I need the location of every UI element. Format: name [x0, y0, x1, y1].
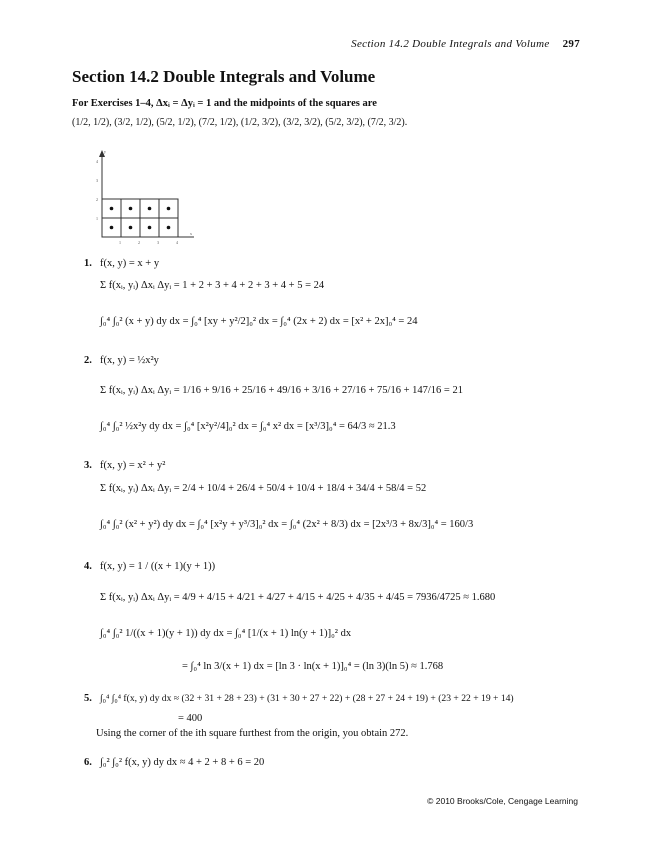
problem-5-result: = 400	[178, 713, 203, 724]
midpoint-dot	[110, 207, 114, 211]
running-title: Section 14.2 Double Integrals and Volume	[351, 38, 550, 50]
problem-2-function: f(x, y) = ½x²y	[100, 355, 159, 366]
running-header	[351, 38, 580, 50]
x-tick-label: 1	[119, 240, 121, 245]
x-tick-label: 2	[138, 240, 140, 245]
midpoint-grid-figure	[88, 145, 198, 245]
x-tick-label: 3	[157, 240, 159, 245]
copyright-footer: © 2010 Brooks/Cole, Cengage Learning	[427, 796, 578, 806]
y-tick-label: 2	[96, 197, 98, 202]
problem-number: 6.	[84, 757, 92, 768]
y-tick-label: 4	[96, 159, 98, 164]
problem-4-integral: ∫₀⁴ ∫₀² 1/((x + 1)(y + 1)) dy dx = ∫₀⁴ [1/(x + 1) ln(y + 1)]₀² dx	[100, 628, 352, 639]
problem-3-riemann-sum: Σ f(xᵢ, yᵢ) Δxᵢ Δyᵢ = 2/4 + 10/4 + 26/4 + 50/4 + 10/4 + 18/4 + 34/4 + 58/4 = 52	[100, 483, 427, 494]
problem-1-integral: ∫₀⁴ ∫₀² (x + y) dy dx = ∫₀⁴ [xy + y²/2]₀² dx = ∫₀⁴ (2x + 2) dx = [x² + 2x]₀⁴ = 24	[100, 316, 418, 327]
midpoint-dot	[129, 207, 133, 211]
y-tick-label: 1	[96, 216, 98, 221]
midpoint-dot	[148, 226, 152, 230]
midpoint-dot	[129, 226, 133, 230]
y-axis-label: y	[104, 149, 106, 154]
problem-number: 3.	[84, 460, 92, 471]
problem-6-approximation: ∫₀² ∫₀² f(x, y) dy dx ≈ 4 + 2 + 8 + 6 = 20	[100, 757, 265, 768]
midpoint-dot	[110, 226, 114, 230]
intro-text: For Exercises 1–4, Δxᵢ = Δyᵢ = 1 and the midpoints of the squares are	[72, 98, 377, 109]
midpoint-dot	[167, 226, 171, 230]
problem-4-integral-continued: = ∫₀⁴ ln 3/(x + 1) dx = [ln 3 · ln(x + 1)]₀⁴ = (ln 3)(ln 5) ≈ 1.768	[182, 661, 444, 672]
section-title: Section 14.2 Double Integrals and Volume	[72, 67, 376, 86]
problem-2-integral: ∫₀⁴ ∫₀² ½x²y dy dx = ∫₀⁴ [x²y²/4]₀² dx = ∫₀⁴ x² dx = [x³/3]₀⁴ = 64/3 ≈ 21.3	[100, 421, 396, 432]
problem-number: 1.	[84, 258, 92, 269]
x-axis-label: x	[190, 231, 192, 236]
problem-3-integral: ∫₀⁴ ∫₀² (x² + y²) dy dx = ∫₀⁴ [x²y + y³/3]₀² dx = ∫₀⁴ (2x² + 8/3) dx = [2x³/3 + 8x/3]₀⁴ = 160/3	[100, 519, 474, 530]
y-tick-label: 3	[96, 178, 98, 183]
problem-4-function: f(x, y) = 1 / ((x + 1)(y + 1))	[100, 561, 216, 572]
problem-number: 5.	[84, 693, 92, 704]
problem-number: 2.	[84, 355, 92, 366]
problem-number: 4.	[84, 561, 92, 572]
problem-1-function: f(x, y) = x + y	[100, 258, 160, 269]
x-tick-label: 4	[176, 240, 178, 245]
problem-5-approximation: ∫₀⁴ ∫₀⁴ f(x, y) dy dx ≈ (32 + 31 + 28 + 23) + (31 + 30 + 27 + 22) + (28 + 27 + 24 + 19) + (23 + 22 + 19 + 14)	[100, 693, 514, 704]
problem-4-riemann-sum: Σ f(xᵢ, yᵢ) Δxᵢ Δyᵢ = 4/9 + 4/15 + 4/21 + 4/27 + 4/15 + 4/25 + 4/35 + 4/45 = 7936/4725 ≈ 1.680	[100, 592, 496, 603]
problem-1-riemann-sum: Σ f(xᵢ, yᵢ) Δxᵢ Δyᵢ = 1 + 2 + 3 + 4 + 2 + 3 + 4 + 5 = 24	[100, 280, 325, 291]
midpoint-dot	[148, 207, 152, 211]
midpoint-dot	[167, 207, 171, 211]
problem-2-riemann-sum: Σ f(xᵢ, yᵢ) Δxᵢ Δyᵢ = 1/16 + 9/16 + 25/16 + 49/16 + 3/16 + 27/16 + 75/16 + 147/16 = 21	[100, 385, 463, 396]
midpoints-list: (1/2, 1/2), (3/2, 1/2), (5/2, 1/2), (7/2, 1/2), (1/2, 3/2), (3/2, 3/2), (5/2, 3/2), (7/2, 3/2).	[72, 117, 408, 128]
problem-3-function: f(x, y) = x² + y²	[100, 460, 166, 471]
problem-5-note: Using the corner of the ith square furthest from the origin, you obtain 272.	[96, 728, 409, 739]
page-number: 297	[562, 38, 580, 50]
